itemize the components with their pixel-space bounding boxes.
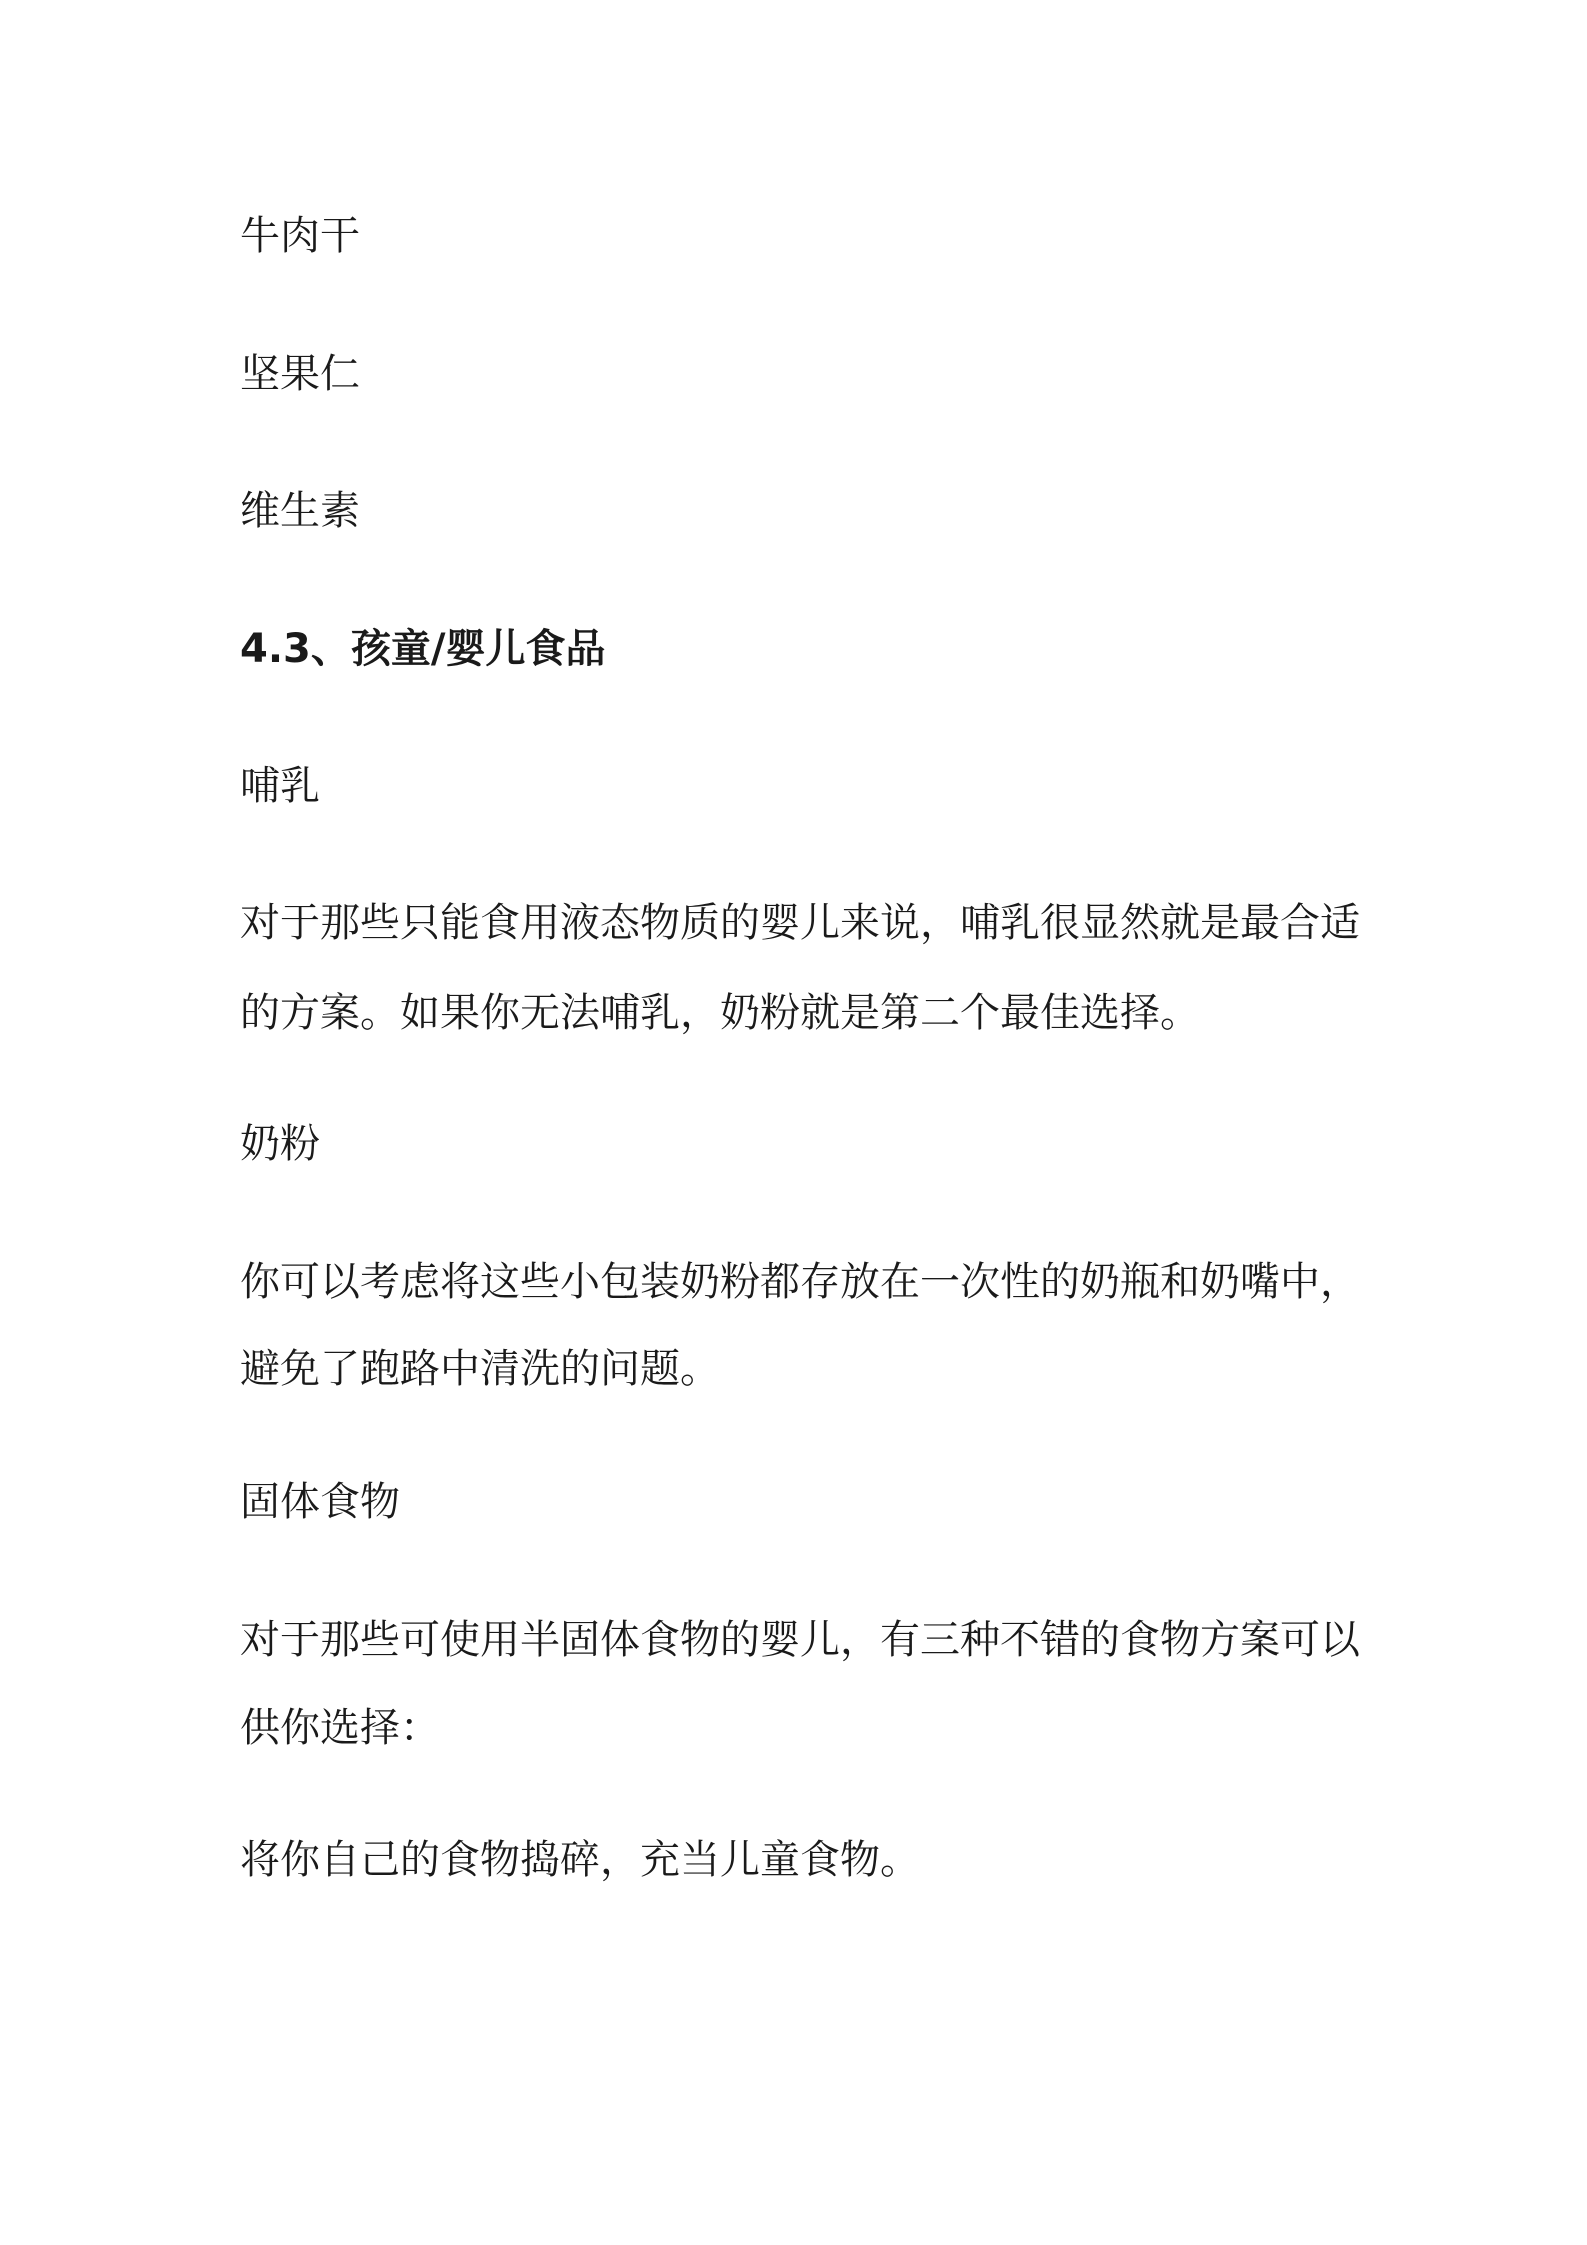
formula-body-line-2: 避免了跑路中清洗的问题。 [240, 1346, 720, 1392]
solid-food-body-line-2: 供你选择： [240, 1705, 440, 1751]
breastfeeding-body-line-1: 对于那些只能食用液态物质的婴儿来说，哺乳很显然就是最合适 [240, 900, 1360, 946]
solid-food-body-line-1: 对于那些可使用半固体食物的婴儿，有三种不错的食物方案可以 [240, 1617, 1360, 1663]
solid-food-title: 固体食物 [240, 1479, 400, 1525]
section-heading: 4.3、孩童/婴儿食品 [240, 626, 606, 672]
item-nuts: 坚果仁 [240, 351, 360, 397]
solid-food-option-1: 将你自己的食物捣碎，充当儿童食物。 [240, 1837, 920, 1883]
breastfeeding-title: 哺乳 [240, 763, 320, 809]
breastfeeding-body-line-2: 的方案。如果你无法哺乳，奶粉就是第二个最佳选择。 [240, 990, 1200, 1036]
formula-body-line-1: 你可以考虑将这些小包装奶粉都存放在一次性的奶瓶和奶嘴中， [240, 1259, 1360, 1305]
item-beef-jerky: 牛肉干 [240, 213, 360, 259]
formula-title: 奶粉 [240, 1121, 320, 1167]
item-vitamins: 维生素 [240, 488, 360, 534]
